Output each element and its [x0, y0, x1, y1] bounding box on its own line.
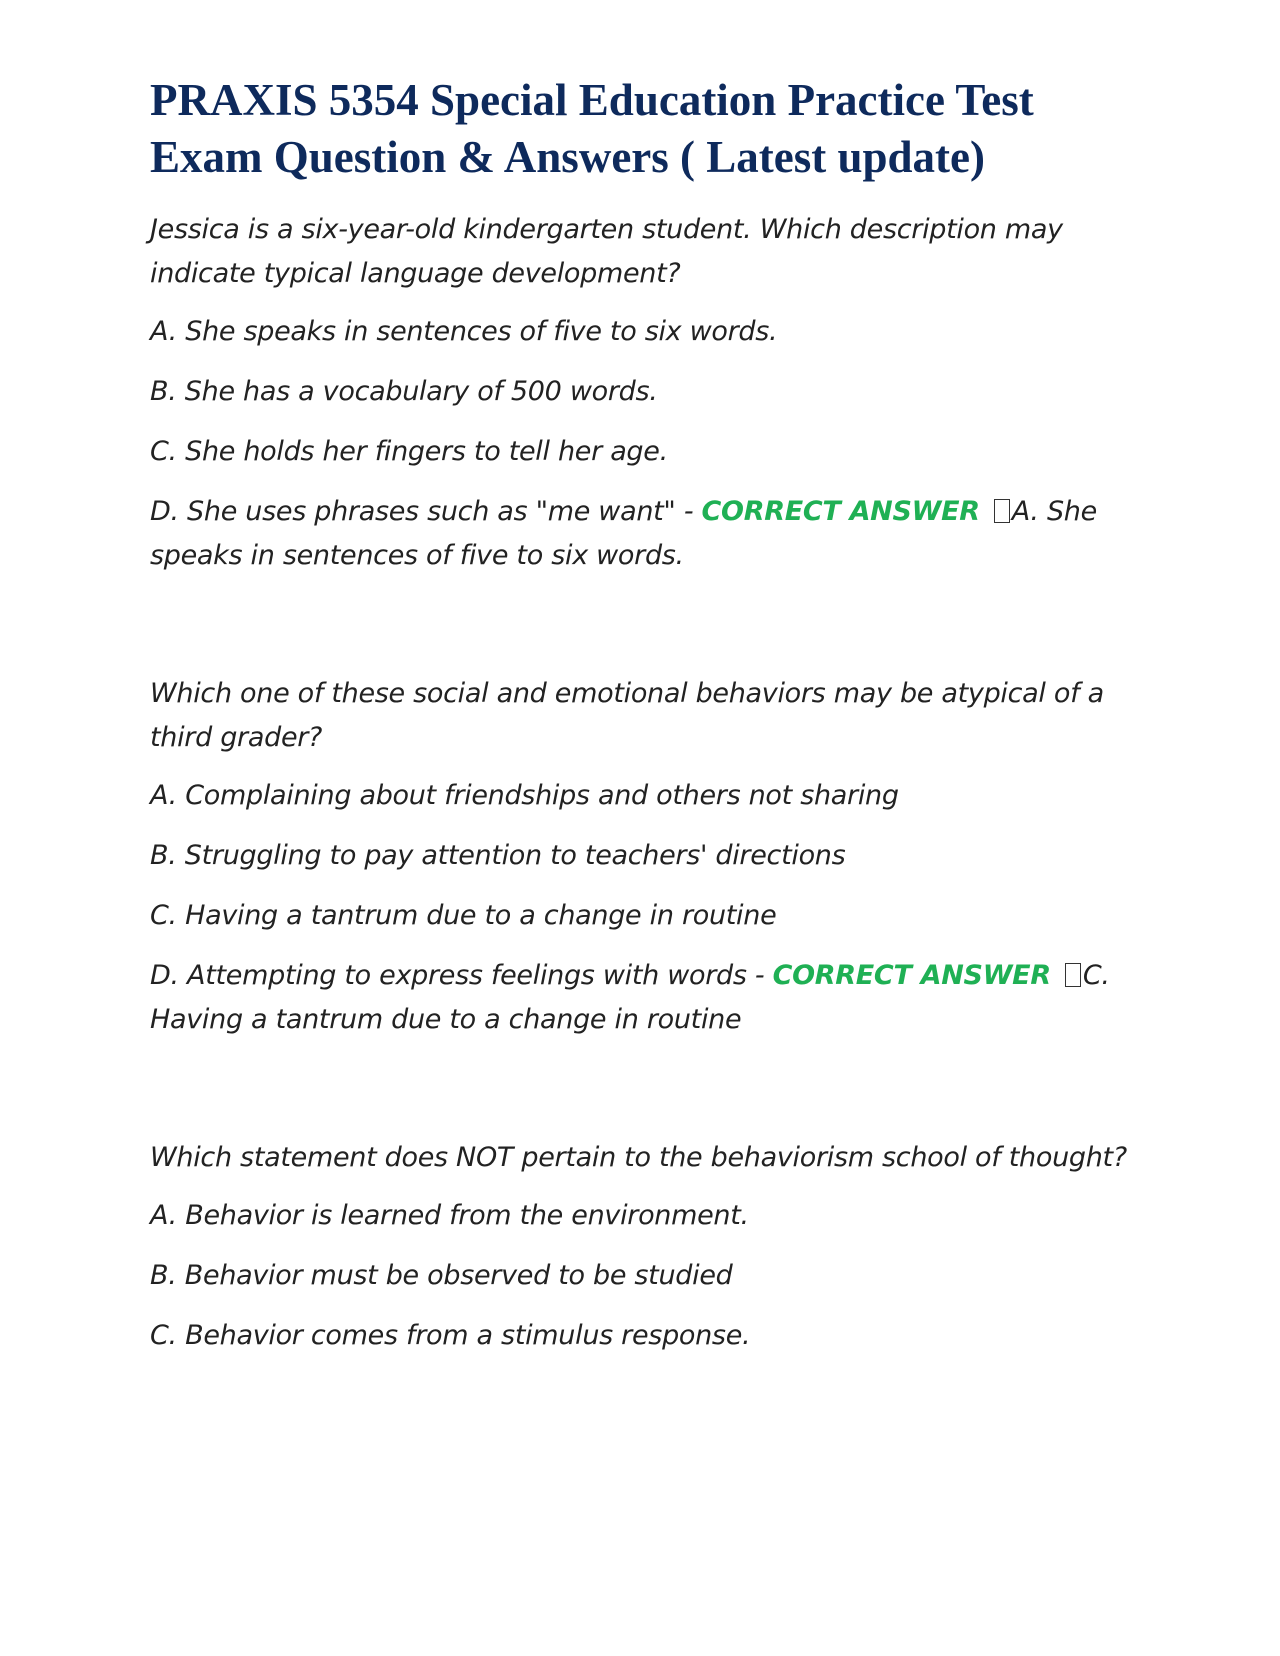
option-d: D. She uses phrases such as "me want" -: [150, 496, 702, 527]
question-block-1: [150, 208, 1140, 578]
option-b: B. Struggling to pay attention to teachers' directions: [150, 840, 846, 871]
question-text: Which one of these social and emotional behaviors may be atypical of a third grader?: [150, 678, 1104, 753]
option-a: A. She speaks in sentences of five to six words.: [150, 316, 778, 347]
option-c: C. Having a tantrum due to a change in routine: [150, 900, 777, 931]
question-text: Jessica is a six-year-old kindergarten student. Which description may indicate typical language development?: [150, 214, 1063, 289]
section-spacer: [150, 1058, 1140, 1136]
document-page: [150, 72, 1140, 1374]
option-b: B. She has a vocabulary of 500 words.: [150, 376, 658, 407]
question-block-2: [150, 672, 1140, 1042]
correct-answer-text: A. She speaks in sentences of five to six words.: [150, 496, 1097, 571]
option-c: C. Behavior comes from a stimulus response.: [150, 1320, 751, 1351]
option-d-with-answer: [150, 954, 1140, 1042]
correct-answer-text: C. Having a tantrum due to a change in routine: [150, 960, 1110, 1035]
option-a: A. Complaining about friendships and others not sharing: [150, 780, 899, 811]
correct-answer-label: CORRECT ANSWER: [772, 960, 1051, 991]
question-text: Which statement does NOT pertain to the behaviorism school of thought?: [150, 1142, 1127, 1173]
question-block-3: [150, 1136, 1140, 1358]
checkbox-icon: [1065, 963, 1081, 987]
option-d-with-answer: [150, 490, 1140, 578]
correct-answer-label: CORRECT ANSWER: [701, 496, 980, 527]
checkbox-icon: [994, 499, 1010, 523]
option-a: A. Behavior is learned from the environment.: [150, 1200, 749, 1231]
section-spacer: [150, 594, 1140, 672]
option-c: C. She holds her fingers to tell her age.: [150, 436, 668, 467]
document-title: PRAXIS 5354 Special Education Practice Test Exam Question & Answers ( Latest update): [150, 75, 1034, 182]
option-d: D. Attempting to express feelings with words -: [150, 960, 773, 991]
option-b: B. Behavior must be observed to be studied: [150, 1260, 733, 1291]
